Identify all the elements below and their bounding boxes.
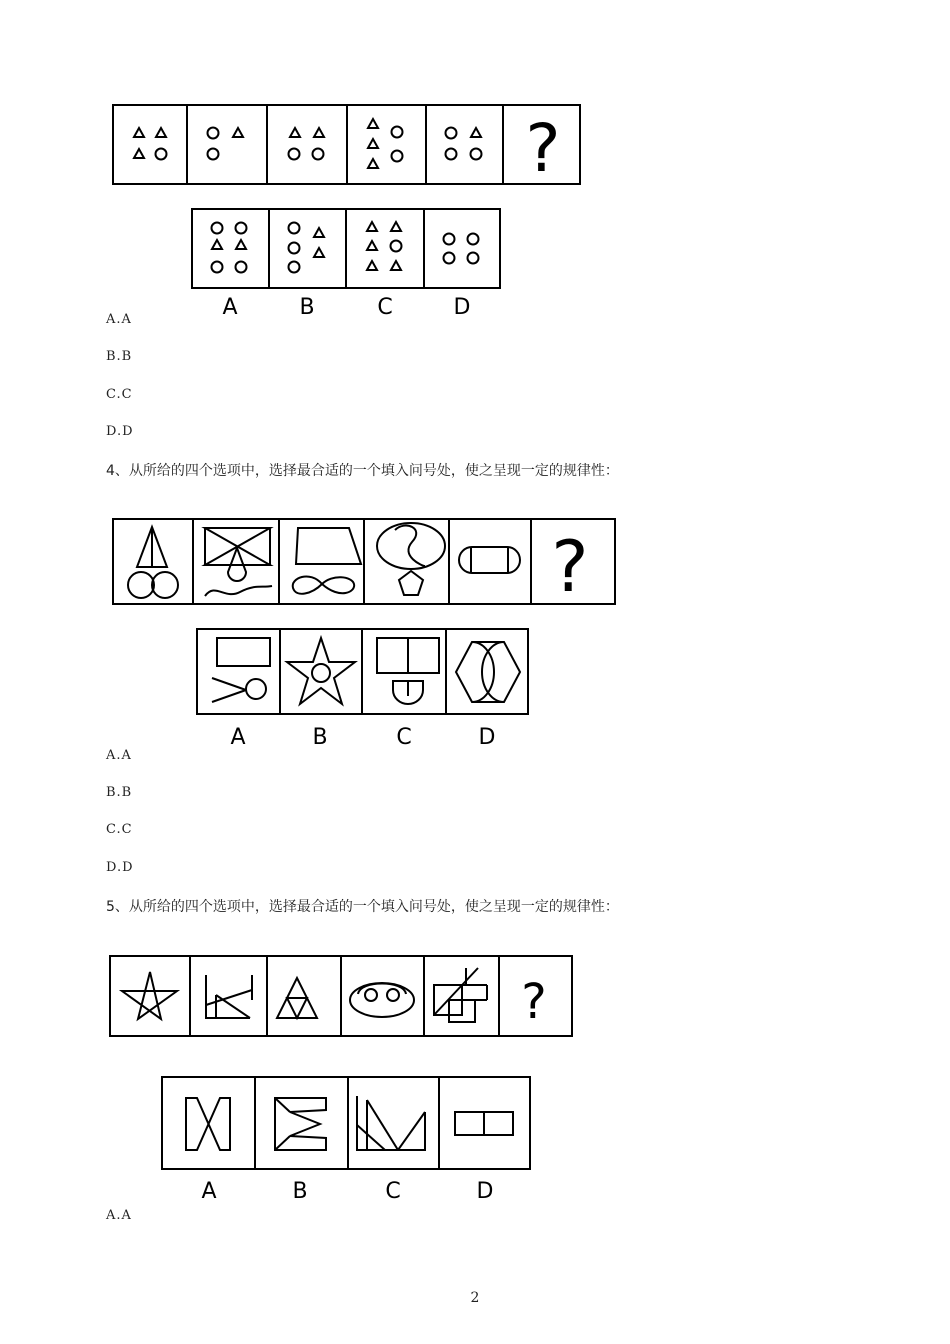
q4-letter-b: B [312, 725, 328, 750]
q5-question-mark [514, 956, 554, 1036]
q4-answer-b[interactable]: B.B [106, 785, 133, 800]
q4-answer-a[interactable]: A.A [106, 748, 132, 763]
q5-option-letters [0, 1172, 950, 1202]
svg-text:?: ? [521, 974, 547, 1030]
q3-answer-d[interactable]: D.D [106, 424, 134, 439]
q5-letter-a: A [201, 1179, 217, 1204]
svg-text:?: ? [525, 110, 561, 187]
q3-answer-c[interactable]: C.C [106, 387, 133, 402]
q5-answer-a[interactable]: A.A [106, 1208, 132, 1223]
q4-answer-d[interactable]: D.D [106, 860, 134, 875]
q3-letter-d: D [453, 295, 471, 320]
q4-answer-c[interactable]: C.C [106, 822, 133, 837]
q3-answer-a[interactable]: A.A [106, 312, 132, 327]
q4-letter-d: D [478, 725, 496, 750]
q5-stem: 5、从所给的四个选项中，选择最合适的一个填入问号处，使之呈现一定的规律性： [106, 899, 619, 915]
q3-letter-c: C [377, 295, 393, 320]
q4-letter-a: A [230, 725, 246, 750]
q3-letter-a: A [222, 295, 238, 320]
page-number: 2 [470, 1290, 480, 1306]
q5-letter-c: C [385, 1179, 401, 1204]
svg-text:?: ? [551, 526, 589, 608]
q5-letter-d: D [476, 1179, 494, 1204]
q4-stem: 4、从所给的四个选项中，选择最合适的一个填入问号处，使之呈现一定的规律性： [106, 463, 619, 479]
q5-letter-b: B [292, 1179, 308, 1204]
q4-letter-c: C [396, 725, 412, 750]
q3-letter-b: B [299, 295, 315, 320]
q3-answer-b[interactable]: B.B [106, 349, 133, 364]
